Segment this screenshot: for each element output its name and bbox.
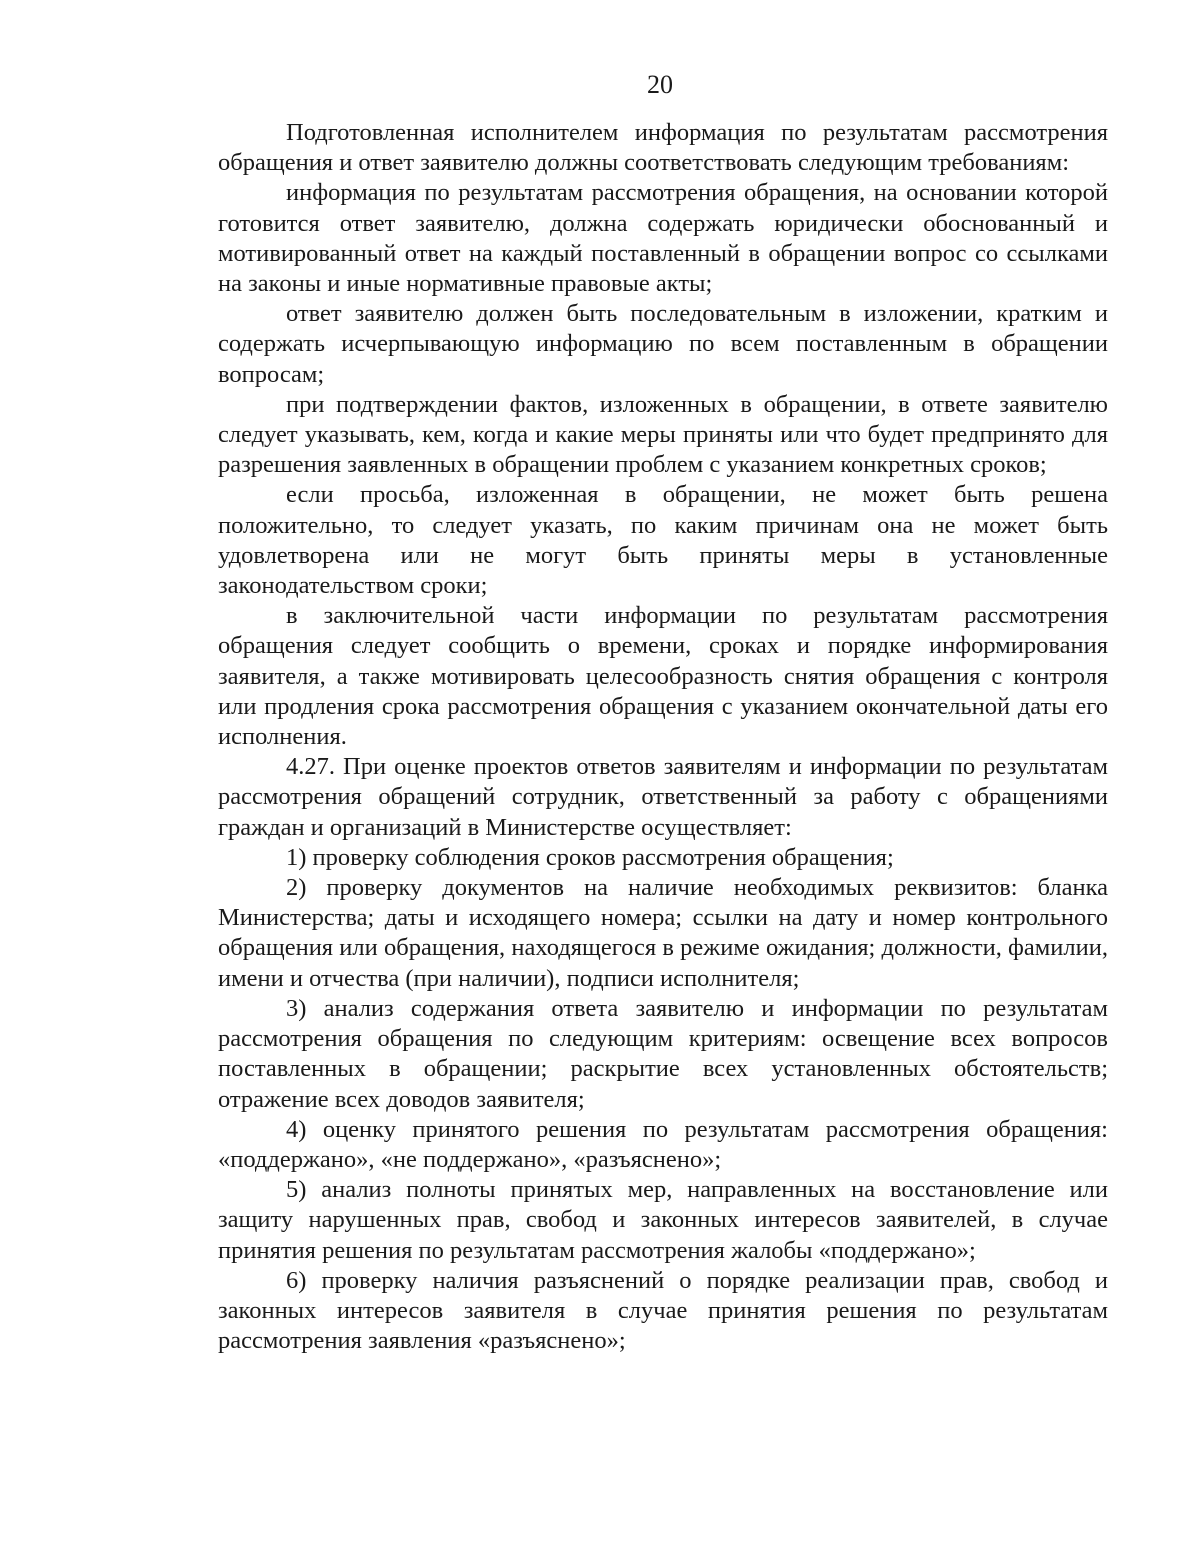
list-item-3: 3) анализ содержания ответа заявителю и информации по результатам рассмотрения обращения по следующим критериям: освещение всех вопросов поставленных в обращении; раскрытие всех установленных обстоятельств; отражение всех доводов заявителя; — [218, 994, 1108, 1113]
document-body — [218, 118, 1108, 1356]
list-item-2: 2) проверку документов на наличие необходимых реквизитов: бланка Министерства; даты и исходящего номера; ссылки на дату и номер контрольного обращения или обращения, находящегося в режиме ожидания; должности, фамилии, имени и отчества (при наличии), подписи исполнителя; — [218, 874, 1108, 992]
list-item-1: 1) проверку соблюдения сроков рассмотрения обращения; — [286, 843, 894, 871]
paragraph-answer-consistency: ответ заявителю должен быть последовательным в изложении, кратким и содержать исчерпывающую информацию по всем поставленным в обращении вопросам; — [218, 300, 1108, 388]
list-item-5: 5) анализ полноты принятых мер, направленных на восстановление или защиту нарушенных прав, свобод и законных интересов заявителей, в случае принятия решения по результатам рассмотрения жалобы «поддержано»; — [218, 1176, 1108, 1264]
paragraph-request-declined: если просьба, изложенная в обращении, не может быть решена положительно, то следует указать, по каким причинам она не может быть удовлетворена или не могут быть приняты меры в установленные законодательством сроки; — [218, 481, 1108, 600]
paragraph-conclusion-part: в заключительной части информации по результатам рассмотрения обращения следует сообщить о времени, сроках и порядке информирования заявителя, а также мотивировать целесообразность снятия обращения с контроля или продления срока рассмотрения обращения с указанием окончательной даты его исполнения. — [218, 602, 1108, 751]
list-item-4: 4) оценку принятого решения по результатам рассмотрения обращения: «поддержано», «не поддержано», «разъяснено»; — [218, 1115, 1108, 1173]
paragraph-section-4-27: 4.27. При оценке проектов ответов заявителям и информации по результатам рассмотрения обращений сотрудник, ответственный за работу с обращениями граждан и организаций в Министерстве осуществляет: — [218, 753, 1108, 841]
paragraph-requirements-intro: Подготовленная исполнителем информация по результатам рассмотрения обращения и ответ заявителю должны соответствовать следующим требованиям: — [218, 119, 1108, 177]
paragraph-facts-confirmed: при подтверждении фактов, изложенных в обращении, в ответе заявителю следует указывать, кем, когда и какие меры приняты или что будет предпринято для разрешения заявленных в обращении проблем с указанием конкретных сроков; — [218, 390, 1108, 479]
paragraph-info-content: информация по результатам рассмотрения обращения, на основании которой готовится ответ заявителю, должна содержать юридически обоснованный и мотивированный ответ на каждый поставленный в обращении вопрос со ссылками на законы и иные нормативные правовые акты; — [218, 179, 1108, 298]
list-item-6: 6) проверку наличия разъяснений о порядке реализации прав, свобод и законных интересов заявителя в случае принятия решения по результатам рассмотрения заявления «разъяснено»; — [218, 1266, 1108, 1355]
page-number: 20 — [647, 70, 673, 99]
